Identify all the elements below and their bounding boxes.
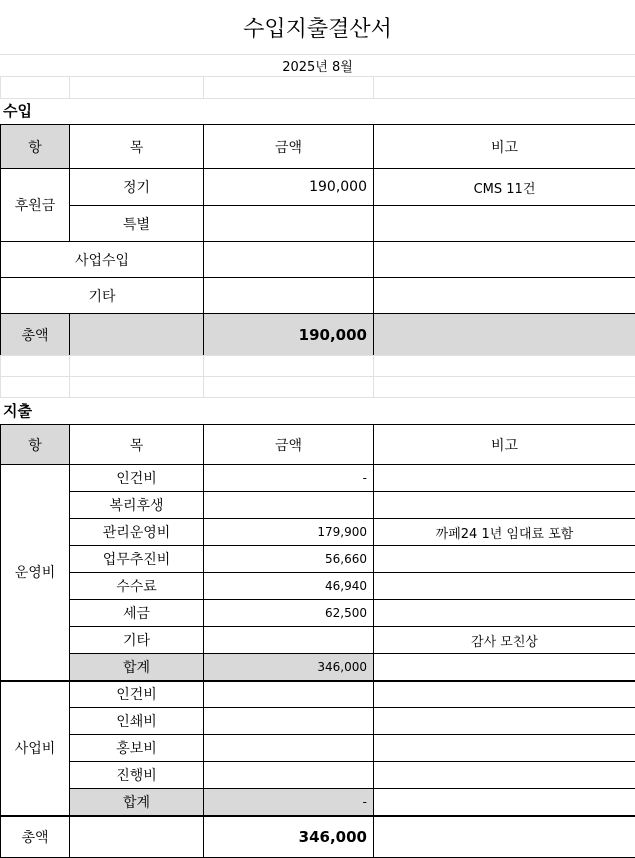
row-amount — [204, 708, 374, 735]
header-mok: 목 — [70, 125, 204, 169]
business-subtotal-row — [1, 789, 635, 816]
table-row — [1, 519, 635, 546]
table-row — [1, 735, 635, 762]
income-table — [0, 124, 635, 356]
table-row — [1, 762, 635, 789]
expense-table — [0, 424, 635, 858]
row-amount: - — [204, 465, 374, 492]
table-row — [1, 627, 635, 654]
expense-total-row — [1, 816, 635, 858]
row-note — [374, 735, 635, 762]
expense-section-label: 지출 — [0, 398, 635, 424]
header-note: 비고 — [374, 425, 635, 465]
table-row — [1, 681, 635, 708]
table-row — [1, 492, 635, 519]
row-note — [374, 492, 635, 519]
other-income-label: 기타 — [1, 278, 204, 314]
header-hang: 항 — [1, 125, 70, 169]
row-amount — [204, 735, 374, 762]
table-row — [1, 465, 635, 492]
row-note — [374, 681, 635, 708]
row-note — [374, 206, 635, 242]
income-header-row — [1, 125, 635, 169]
row-amount — [204, 278, 374, 314]
row-amount — [204, 242, 374, 278]
income-total-row — [1, 314, 635, 356]
header-hang: 항 — [1, 425, 70, 465]
row-mok: 세금 — [70, 600, 204, 627]
row-note — [374, 762, 635, 789]
empty-grid-middle — [0, 355, 635, 398]
row-mok: 기타 — [70, 627, 204, 654]
row-note — [374, 600, 635, 627]
table-row — [1, 708, 635, 735]
row-amount — [204, 627, 374, 654]
row-note — [374, 242, 635, 278]
row-amount — [204, 681, 374, 708]
row-amount — [204, 762, 374, 789]
table-row — [1, 278, 635, 314]
expense-header-row — [1, 425, 635, 465]
table-row — [1, 169, 635, 206]
header-amount: 금액 — [204, 425, 374, 465]
row-note — [374, 546, 635, 573]
header-mok: 목 — [70, 425, 204, 465]
header-note: 비고 — [374, 125, 635, 169]
subtotal-amount: 346,000 — [204, 654, 374, 681]
expense-total-label: 총액 — [1, 816, 70, 858]
table-row — [1, 206, 635, 242]
row-mok: 인건비 — [70, 465, 204, 492]
row-amount — [204, 492, 374, 519]
business-income-label: 사업수입 — [1, 242, 204, 278]
empty-grid-top — [0, 76, 635, 99]
row-amount: 46,940 — [204, 573, 374, 600]
row-mok: 진행비 — [70, 762, 204, 789]
table-row — [1, 242, 635, 278]
row-note — [374, 465, 635, 492]
row-mok: 인건비 — [70, 681, 204, 708]
table-row — [1, 573, 635, 600]
income-section-label: 수입 — [0, 98, 635, 124]
header-amount: 금액 — [204, 125, 374, 169]
income-total-label: 총액 — [1, 314, 70, 356]
row-mok: 홍보비 — [70, 735, 204, 762]
row-note — [374, 573, 635, 600]
row-mok: 수수료 — [70, 573, 204, 600]
donation-group-label: 후원금 — [1, 169, 70, 242]
row-mok: 인쇄비 — [70, 708, 204, 735]
operating-group-label: 운영비 — [1, 465, 70, 681]
expense-total-amount: 346,000 — [204, 816, 374, 858]
business-group-label: 사업비 — [1, 681, 70, 816]
row-amount: 56,660 — [204, 546, 374, 573]
row-note — [374, 278, 635, 314]
document-period: 2025년 8월 — [0, 54, 635, 77]
row-amount: 190,000 — [204, 169, 374, 206]
row-note: 감사 모친상 — [374, 627, 635, 654]
table-row — [1, 546, 635, 573]
subtotal-label: 합계 — [70, 654, 204, 681]
income-total-amount: 190,000 — [204, 314, 374, 356]
row-mok: 업무추진비 — [70, 546, 204, 573]
operating-subtotal-row — [1, 654, 635, 681]
document-title: 수입지출결산서 — [0, 0, 635, 55]
row-mok: 복리후생 — [70, 492, 204, 519]
row-mok: 정기 — [70, 169, 204, 206]
row-note — [374, 708, 635, 735]
table-row — [1, 600, 635, 627]
row-amount — [204, 206, 374, 242]
subtotal-amount: - — [204, 789, 374, 816]
row-amount: 62,500 — [204, 600, 374, 627]
row-amount: 179,900 — [204, 519, 374, 546]
row-note: CMS 11건 — [374, 169, 635, 206]
row-note: 까페24 1년 임대료 포함 — [374, 519, 635, 546]
row-mok: 관리운영비 — [70, 519, 204, 546]
subtotal-label: 합계 — [70, 789, 204, 816]
row-mok: 특별 — [70, 206, 204, 242]
